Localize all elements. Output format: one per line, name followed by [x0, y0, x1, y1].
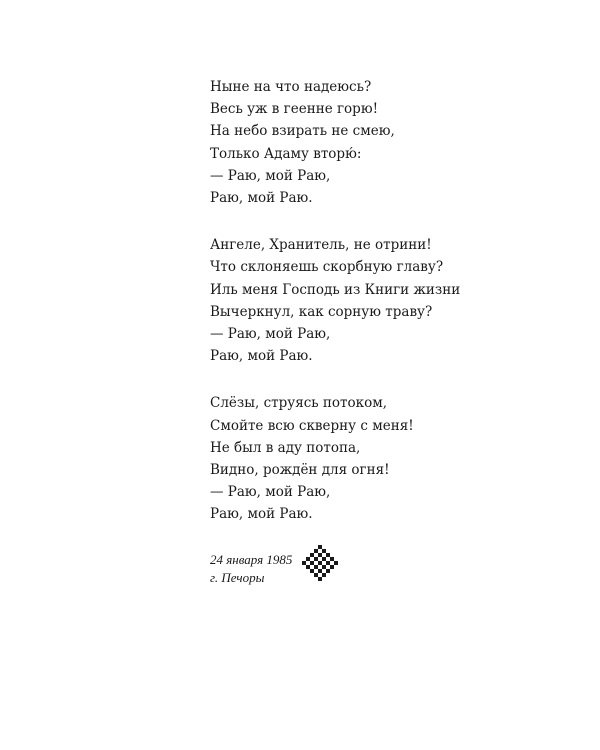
geometric-ornament-icon [302, 545, 338, 581]
poem-line: — Раю, мой Раю, [210, 326, 331, 343]
poem-line: На небо взирать не смею, [210, 123, 395, 140]
poem-line: Иль меня Господь из Книги жизни [210, 281, 461, 298]
stanza-2 [210, 234, 570, 367]
poem-line: Смойте всю скверну с меня! [210, 417, 414, 434]
stanza-1 [210, 76, 570, 209]
poem-place: г. Печоры [210, 569, 265, 585]
stanza-3 [210, 392, 570, 525]
poem-line: — Раю, мой Раю, [210, 484, 331, 501]
poem-line: Только Адаму вторю́: [210, 145, 362, 162]
poem-line: — Раю, мой Раю, [210, 167, 331, 184]
poem-line: Ангеле, Хранитель, не отрини! [210, 237, 432, 254]
poem-line: Раю, мой Раю. [210, 348, 313, 365]
poem-line: Видно, рождён для огня! [210, 462, 390, 479]
poem-line: Весь уж в геенне горю! [210, 101, 379, 118]
poem-line: Что склоняешь скорбную главу? [210, 259, 444, 276]
poem-line: Ныне на что надеюсь? [210, 79, 372, 95]
poem-line: Раю, мой Раю. [210, 506, 313, 523]
poem-line: Раю, мой Раю. [210, 190, 313, 207]
poem-line: Не был в аду потопа, [210, 439, 361, 456]
poem-line: Слёзы, струясь потоком, [210, 395, 387, 412]
date-place [210, 551, 570, 587]
poem-line: Вычеркнул, как сорную траву? [210, 303, 433, 320]
poem [210, 76, 570, 587]
poem-date: 24 января 1985 [210, 551, 293, 567]
